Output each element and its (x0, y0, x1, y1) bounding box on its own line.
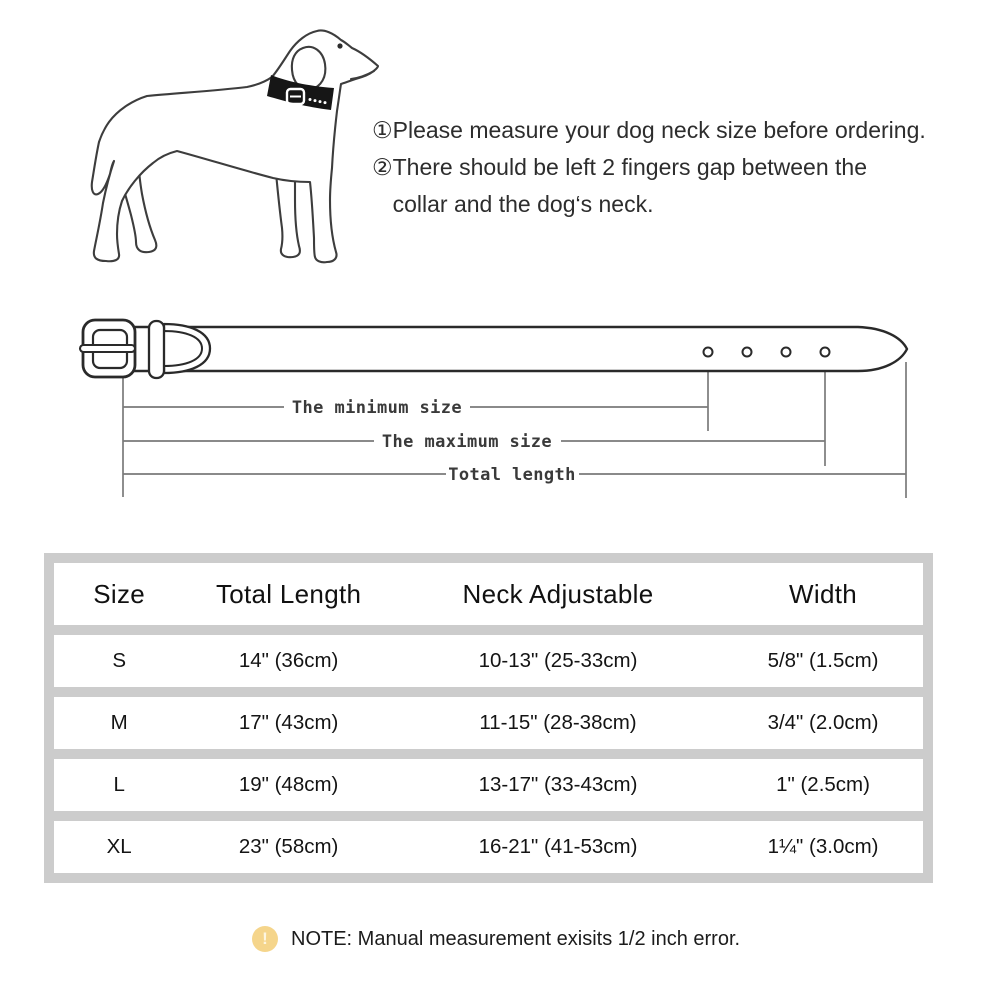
cell-width: 5/8" (1.5cm) (767, 649, 879, 672)
table-row-m (54, 697, 923, 749)
note-text: NOTE: Manual measurement exisits 1/2 inch error. (291, 927, 741, 950)
measurement-note (252, 926, 740, 952)
header-size: Size (93, 578, 146, 609)
minimum-size-label: The minimum size (291, 398, 463, 418)
cell-total-length: 14" (36cm) (238, 649, 339, 672)
header-total-length: Total Length (215, 578, 362, 609)
cell-total-length: 19" (48cm) (238, 773, 339, 796)
table-header-row (54, 563, 923, 625)
instruction-2-text (393, 149, 992, 223)
instruction-1-text: Please measure your dog neck size before ordering. (392, 117, 926, 143)
table-row-l (54, 759, 923, 811)
table-row-xl (54, 821, 923, 873)
dog-far-front-leg (276, 172, 300, 257)
header-neck-adjustable: Neck Adjustable (462, 578, 654, 609)
cell-width: 3/4" (2.0cm) (767, 711, 879, 734)
cell-total-length: 17" (43cm) (238, 711, 339, 734)
cell-size: L (113, 773, 125, 796)
cell-total-length: 23" (58cm) (238, 835, 339, 858)
collar-keeper-loop (149, 321, 164, 378)
cell-width: 1" (2.5cm) (776, 773, 870, 796)
cell-neck-adjustable: 16-21" (41-53cm) (478, 835, 638, 858)
dog-eye-icon (337, 43, 342, 48)
cell-size: M (110, 711, 128, 734)
instruction-item-2 (372, 149, 992, 223)
collar-buckle-prong (80, 345, 135, 352)
cell-neck-adjustable: 11-15" (28-38cm) (479, 711, 637, 734)
instruction-2-number: ② (372, 154, 393, 180)
cell-neck-adjustable: 10-13" (25-33cm) (478, 649, 638, 672)
size-chart-table (44, 553, 933, 883)
cell-neck-adjustable: 13-17" (33-43cm) (478, 773, 638, 796)
cell-width: 1¼" (3.0cm) (767, 835, 879, 858)
instruction-2-line2: collar and the dog‘s neck. (392, 191, 654, 217)
instruction-1-number: ① (372, 117, 393, 143)
collar-measurement-diagram (60, 300, 940, 510)
instruction-2-line1: There should be left 2 fingers gap between the (392, 154, 867, 180)
cell-size: S (112, 649, 127, 672)
measuring-instructions (372, 112, 992, 223)
cell-size: XL (106, 835, 132, 858)
maximum-size-label: The maximum size (381, 432, 553, 452)
instruction-item-1 (372, 112, 992, 149)
dog-illustration (70, 8, 400, 288)
total-length-label: Total length (448, 465, 576, 485)
table-row-s (54, 635, 923, 687)
note-warning-icon: ! (252, 926, 278, 952)
header-width: Width (789, 578, 858, 609)
